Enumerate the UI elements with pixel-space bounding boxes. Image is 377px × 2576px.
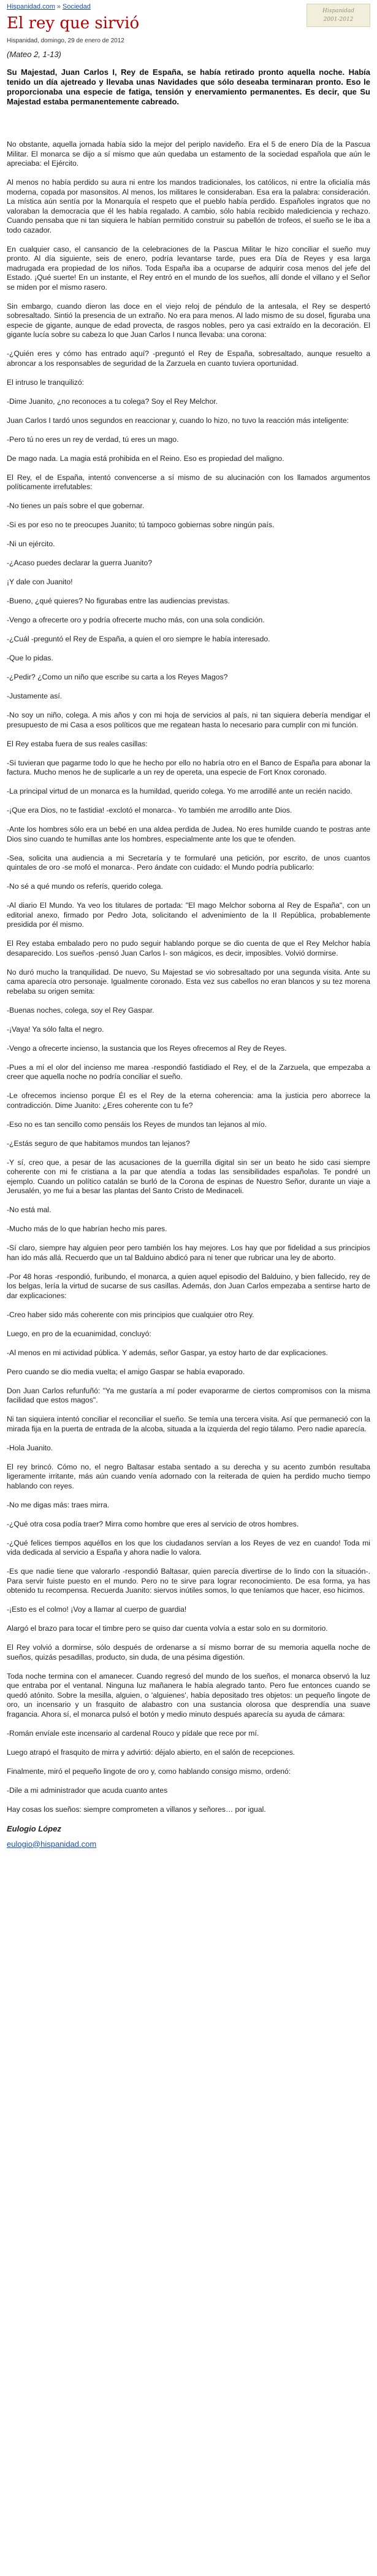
article-paragraph: -Sí claro, siempre hay alguien peor pero también los hay mejores. Los hay que por fidelidad a sus principios han ido más allá. Recuerdo que un tal Balduino abdicó para ni tener que rubricar una ley de aborto. [7, 1244, 370, 1262]
article-paragraph: -No tienes un país sobre el que gobernar. [7, 501, 145, 510]
article-paragraph: Luego atrapó el frasquito de mirra y advirtió: déjalo abierto, en el salón de recepciones. [7, 1747, 295, 1757]
article-paragraph: -Al diario El Mundo. Ya veo los titulares de portada: "El mago Melchor soborna al Rey de España", con un editorial anexo, firmado por Pedro Jota, solicitando el advenimiento de la II República, probablemente presidida por él mismo. [7, 901, 370, 929]
article-paragraph: -Es que nadie tiene que valorarlo -respondió Baltasar, quien parecía divertirse de lo lindo con la situación-. Para servir fuiste puesto en el mundo. Pero no te sirve para lograr reconocimiento. De esa forma, ya has obtenido tu recompensa. Recuerda Juanito: siervos inútiles somos, lo que teníamos que hacer, eso hicimos. [7, 1567, 370, 1595]
article-paragraph: -Dile a mi administrador que acuda cuanto antes [7, 1785, 168, 1795]
breadcrumb-section-link[interactable]: Sociedad [63, 3, 91, 10]
article-paragraph: -Pues a mí el olor del incienso me marea -respondió fastidiado el Rey, el de la Zarzuela, que empezaba a creer que aquella noche no podría conciliar el sueño. [7, 1062, 370, 1081]
article-paragraph: -¡Vaya! Ya sólo falta el negro. [7, 1024, 104, 1034]
article-paragraph: -Vengo a ofrecerte oro y podría ofrecerte mucho más, con una sola condición. [7, 616, 265, 624]
article-paragraph: Ni tan siquiera intentó conciliar el reconciliar el sueño. Se temía una tercera visita. Así que permaneció con la mirada fija en la puerta de entrada de la alcoba, situada a la izquierda del regio tálamo. Pero nadie aparecía. [7, 1415, 370, 1433]
article-paragraph: -Eso no es tan sencillo como pensáis los Reyes de mundos tan lejanos al mío. [7, 1120, 267, 1129]
article-paragraph: No duró mucho la tranquilidad. De nuevo, Su Majestad se vio sobresaltado por una segunda visita. Ante su cama aparecía otro personaje. Igualmente coronado. Esta vez sus cabellos no eran blancos y su tez morena rebelaba su origen semita: [7, 967, 370, 996]
article-paragraph: -Sea, solicita una audiencia a mi Secretaría y te formularé una petición, por escrito, de unos cuantos quintales de oro -se mofó el monarca-. Pero ándate con cuidado: el Mundo podría publicarlo: [7, 853, 370, 872]
article-paragraph: -La principal virtud de un monarca es la humildad, querido colega. Yo me arrodillé ante un recién nacido. [7, 787, 352, 795]
article-paragraph: -¿Qué felices tiempos aquéllos en los que los ciudadanos servían a los Reyes de vez en cuando! Toda mi vida dedicada al servicio a España y ahora nadie lo valora. [7, 1538, 370, 1557]
breadcrumb-separator: » [56, 3, 61, 10]
article-paragraph: Juan Carlos I tardó unos segundos en reaccionar y, cuando lo hizo, no tuvo la reacción más inteligente: [7, 416, 349, 425]
article-paragraph: -¿Acaso puedes declarar la guerra Juanito? [7, 559, 153, 567]
article-paragraph: Hay cosas los sueños: siempre comprometen a villanos y señores… por igual. [7, 1804, 266, 1814]
article-paragraph: El Rey estaba fuera de sus reales casillas: [7, 739, 148, 748]
article-paragraph: -Le ofrecemos incienso porque Él es el Rey de la eterna coherencia: ama la justicia pero aborrece la contradicción. Dime Juanito: ¿Eres coherente con tu fe? [7, 1091, 370, 1110]
article-paragraph: -Al menos en mi actividad pública. Y además, señor Gaspar, ya estoy harto de dar explicaciones. [7, 1348, 328, 1357]
article-paragraph: ¡Y dale con Juanito! [7, 578, 73, 586]
article-paragraph: No obstante, aquella jornada había sido la mejor del periplo navideño. Era el 5 de enero Día de la Pascua Militar. El monarca se dijo a sí mismo que aún quedaba un estamento de la sociedad española que aún le apreciaba: el Ejército. [7, 140, 370, 168]
article-paragraph: -Bueno, ¿qué quieres? No figurabas entre las audiencias previstas. [7, 597, 230, 605]
article-lead: Su Majestad, Juan Carlos I, Rey de España, se había retirado pronto aquella noche. Había tenido un día ajetreado y llevaba unas Navidades que sólo deseaba terminaran pronto. Eso le proporcionaba una especie de fatiga, tensión y enervamiento permanentes. Es decir, que Su Majestad estaba permanentemente cabreado. [7, 68, 370, 106]
article-paragraph: -Vengo a ofrecerte incienso, la sustancia que los Reyes ofrecemos al Rey de Reyes. [7, 1043, 287, 1053]
article-body [7, 140, 370, 1814]
article-paragraph: El Rey estaba embalado pero no pudo seguir hablando porque se dio cuenta de que el Rey Melchor había desaparecido. Los sueños -pensó Juan Carlos I- son mágicos, es decir, imposibles. Volvió dormirse. [7, 939, 370, 957]
article-paragraph: -¡Esto es el colmo! ¡Voy a llamar al cuerpo de guardia! [7, 1605, 187, 1614]
article-paragraph: De mago nada. La magia está prohibida en el Reino. Eso es propiedad del maligno. [7, 454, 284, 463]
article-paragraph: Toda noche termina con el amanecer. Cuando regresó del mundo de los sueños, el monarca observó la luz que entraba por el ventanal. Ninguna luz mañanera le había alegrado tanto. Pero fue entonces cuando se quedó atónito. Sobre la mesilla, alguien, o 'alguienes', había depositado tres objetos: un pequeño lingote de oro, un incensario y un frasquito de alabastro con una sustancia olorosa que desprendía una suave fragancia. Ahora sí, el monarca pulsó el botón y medio minuto después aparecía su ayuda de cámara: [7, 1671, 370, 1719]
article-paragraph: -¿Estás seguro de que habitamos mundos tan lejanos? [7, 1139, 190, 1148]
article-paragraph: -No sé a qué mundo os referís, querido colega. [7, 882, 163, 891]
article-paragraph: Al menos no había perdido su aura ni entre los mandos tradicionales, los católicos, ni entre la oficialía más moderna, copada por masonsitos. Al menos, los militares le consideraban. Esa era la palabra: consideración. La mística aún sentía por la Monarquía el respeto que el pueblo había perdido. Españoles ingratos que no valoraban la democracia que él les había regalado. A cambio, sólo había recibido malediciencia y rechazo. Cuando pensaba que ni tan siquiera le habían permitido construir su pabellón de trofeos, el sueño se le iba a todo cazador. [7, 178, 370, 234]
article-page [7, 2, 370, 1849]
article-paragraph: -¿Qué otra cosa podía traer? Mirra como hombre que eres al servicio de otros hombres. [7, 1519, 299, 1528]
article-paragraph: -Creo haber sido más coherente con mis principios que cualquier otro Rey. [7, 1310, 254, 1319]
article-paragraph: -No soy un niño, colega. A mis años y con mi hoja de servicios al país, ni tan siquiera debería mendigar el presupuesto de mi Casa a esos políticos que me regatean hasta lo necesario para cumplir con mi función. [7, 711, 370, 729]
article-paragraph: Sin embargo, cuando dieron las doce en el viejo reloj de péndulo de la antesala, el Rey se despertó sobresaltado. Sintió la presencia de un extraño. No era para menos. Al lado mismo de su dosel, figuraba una especie de gigante, aunque de edad provecta, de rasgos nobles, pero ya casi extraído en la decoración. El gigante lucía sobre su cabeza lo que Juan Carlos I nunca llevaba: una corona: [7, 301, 370, 339]
logo-line-1: Hispanidad [322, 8, 355, 14]
gospel-reference: (Mateo 2, 1-13) [7, 50, 61, 59]
article-paragraph: -Ante los hombres sólo era un bebé en una aldea perdida de Judea. No eres humilde cuando te postras ante Dios sino cuando te humillas ante los hombres, especialmente ante los que te ofenden. [7, 825, 370, 843]
article-paragraph: -Mucho más de lo que habrían hecho mis pares. [7, 1224, 167, 1233]
article-paragraph: -Dime Juanito, ¿no reconoces a tu colega? Soy el Rey Melchor. [7, 396, 218, 406]
article-paragraph: -Y sí, creo que, a pesar de las acusaciones de la guerrilla digital sin ser un beato he sido casi siempre coherente con mi fe cristiana a la par que atendía a todas las sensibilidades españolas. Te pondré un ejemplo. Cuando un político catalán se burló de la Corona de espinas de Nuestro Señor, durante un viaje a Jerusalén, yo me fui a besar las plantas del Santo Cristo de Medinaceli. [7, 1158, 370, 1195]
article-paragraph: -¿Cuál -preguntó el Rey de España, a quien el oro siempre le había interesado. [7, 635, 270, 643]
breadcrumb-home-link[interactable]: Hispanidad.com [7, 3, 55, 10]
article-paragraph: Alargó el brazo para tocar el timbre pero se quiso dar cuenta volvía a estar solo en su dormitorio. [7, 1624, 328, 1633]
article-paragraph: -Que lo pidas. [7, 654, 53, 662]
article-paragraph: -Si es por eso no te preocupes Juanito; tú tampoco gobiernas sobre ningún país. [7, 520, 275, 529]
article-paragraph: El Rey volvió a dormirse, sólo después de ordenarse a sí mismo borrar de su memoria aquella noche de sueños, quizás pesadillas, producto, sin duda, de una pésima digestión. [7, 1643, 370, 1661]
article-paragraph: El Rey, el de España, intentó convencerse a sí mismo de su alucinación con los llamados argumentos políticamente irrefutables: [7, 473, 370, 491]
article-paragraph: -No me digas más: traes mirra. [7, 1500, 110, 1509]
article-meta: Hispanidad, domingo, 29 de enero de 2012 [7, 37, 124, 44]
article-paragraph: Pero cuando se dio media vuelta; el amigo Gaspar se había evaporado. [7, 1367, 245, 1376]
article-paragraph: Luego, en pro de la ecuanimidad, concluyó: [7, 1329, 151, 1338]
article-paragraph: El intruso le tranquilizó: [7, 377, 84, 387]
site-logo [307, 4, 370, 27]
author-email-link[interactable]: eulogio@hispanidad.com [7, 1839, 97, 1849]
article-paragraph: -Román envíale este incensario al cardenal Rouco y pídale que rece por mí. [7, 1728, 259, 1738]
article-paragraph: -No está mal. [7, 1205, 51, 1214]
article-paragraph: -Pero tú no eres un rey de verdad, tú eres un mago. [7, 435, 179, 444]
article-title: El rey que sirvió [7, 14, 140, 33]
article-paragraph: -Si tuvieran que pagarme todo lo que he hecho por ello no habría otro en el Banco de España para abonar la factura. Mucho menos he de suplicarle a un rey de opereta, una especie de Fort Knox coronado. [7, 758, 370, 776]
article-paragraph: -Hola Juanito. [7, 1443, 53, 1452]
article-paragraph: -Justamente así. [7, 692, 63, 700]
author-email [7, 1839, 370, 1849]
article-paragraph: -¿Quién eres y cómo has entrado aquí? -preguntó el Rey de España, sobresaltado, aunque resuelto a abroncar a los responsables de seguridad de la Zarzuela en cuanto tuviera oportunidad. [7, 349, 370, 368]
article-paragraph: -¿Pedir? ¿Como un niño que escribe su carta a los Reyes Magos? [7, 673, 228, 681]
article-paragraph: -Buenas noches, colega, soy el Rey Gaspar. [7, 1005, 154, 1015]
article-paragraph: -Ni un ejército. [7, 540, 55, 548]
article-paragraph: -¡Que era Dios, no te fastidia! -exclotó el monarca-. Yo también me arrodillo ante Dios. [7, 806, 292, 814]
article-paragraph: En cualquier caso, el cansancio de la celebraciones de la Pascua Militar le hizo conciliar el sueño muy pronto. Al día siguiente, seis de enero, podría levantarse tarde, pues era Día de Reyes y esa larga madrugada era propiedad de los niños. Toda España iba a ocuparse de adquirir cosa menos del jefe del Estado. ¡Qué suerte! En un instante, el Rey entró en el mundo de los sueños, allí donde el villano y el Señor se miden por el mismo rasero. [7, 244, 370, 292]
article-paragraph: El rey brincó. Cómo no, el negro Baltasar estaba sentado a su derecha y su acento zumbón resultaba ligeramente irritante, más aún cuando venía adornado con la reiterada de quien ha perdido mucho tiempo hablando con reyes. [7, 1462, 370, 1490]
article-paragraph: Finalmente, miró el pequeño lingote de oro y, como hablando consigo mismo, ordenó: [7, 1766, 291, 1776]
logo-line-2: 2001-2012 [323, 17, 354, 23]
article-paragraph: Don Juan Carlos refunfuñó: "Ya me gustaría a mí poder evaporarme de ciertos compromisos con la misma facilidad que estos magos". [7, 1386, 370, 1404]
author-signature: Eulogio López [7, 1824, 61, 1833]
article-paragraph: -Por 48 horas -respondió, furibundo, el monarca, a quien aquel episodio del Balduino, y bien fallecido, rey de los belgas, lería la virtud de sucarse de sus casillas. Además, don Juan Carlos empezaba a sentirse harto de dar explicaciones: [7, 1272, 370, 1300]
